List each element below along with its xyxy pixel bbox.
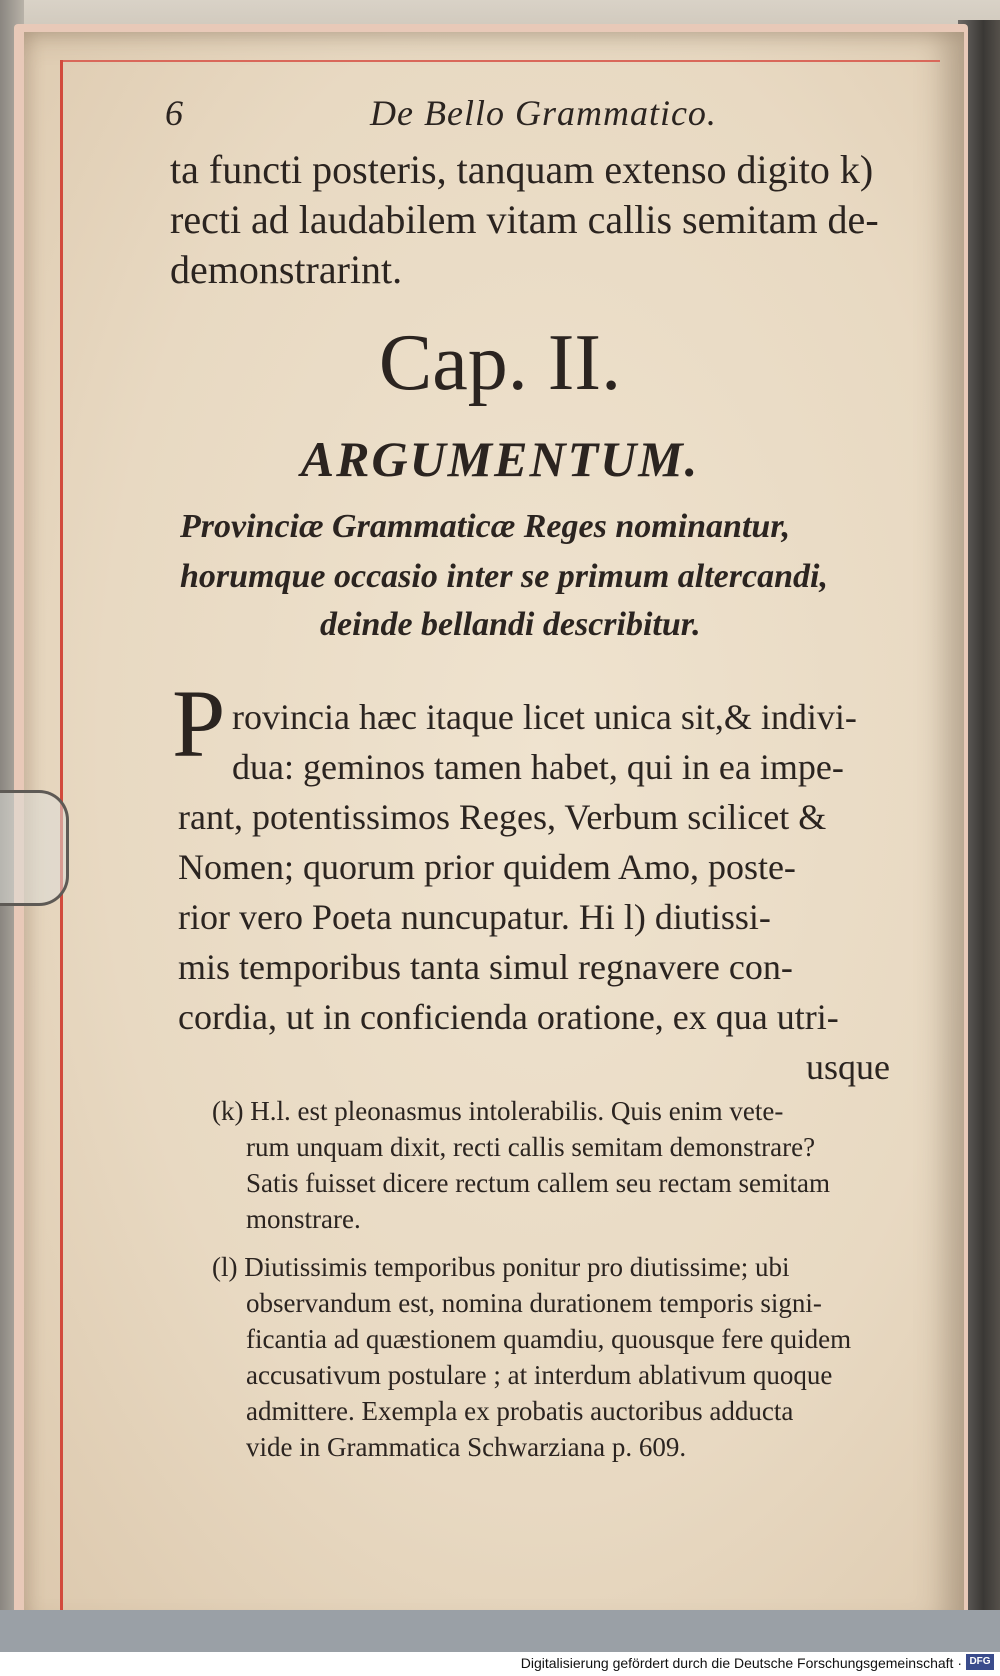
main-text-line: dua: geminos tamen habet, qui in ea impe- — [232, 747, 844, 787]
footnote-l-line: ficantia ad quæstionem quamdiu, quousque fere quidem — [246, 1324, 852, 1354]
footnote-l-line: (l) Diutissimis temporibus ponitur pro diutissime; ubi — [212, 1252, 790, 1282]
dfg-logo: DFG — [966, 1654, 994, 1670]
footnote-k-line: monstrare. — [246, 1204, 361, 1234]
main-text-line: Nomen; quorum prior quidem Amo, poste- — [178, 847, 796, 887]
main-text-line: rant, potentissimos Reges, Verbum scilicet & — [178, 797, 827, 837]
footnote-k-line: Satis fuisset dicere rectum callem seu rectam semitam — [246, 1168, 831, 1198]
catchword: usque — [806, 1047, 890, 1087]
footnote-k-line: (k) H.l. est pleonasmus intolerabilis. Quis enim vete- — [212, 1096, 784, 1126]
running-title: De Bello Grammatico. — [370, 93, 717, 133]
footnote-l-line: vide in Grammatica Schwarziana p. 609. — [246, 1432, 687, 1462]
summary-line: deinde bellandi describitur. — [320, 606, 701, 643]
intro-line: recti ad laudabilem vitam callis semitam de- — [170, 197, 879, 242]
summary-line: horumque occasio inter se primum altercandi, — [180, 558, 828, 595]
footnote-k-line: rum unquam dixit, recti callis semitam demonstrare? — [246, 1132, 816, 1162]
footnote-l-line: observandum est, nomina durationem temporis signi- — [246, 1288, 822, 1318]
summary-line: Provinciæ Grammaticæ Reges nominantur, — [180, 508, 791, 545]
main-text-line: cordia, ut in conficienda oratione, ex qua utri- — [178, 997, 839, 1037]
main-text-line: rovincia hæc itaque licet unica sit,& indivi- — [232, 697, 857, 737]
page-number: 6 — [165, 93, 183, 133]
chapter-title: Cap. II. — [378, 319, 622, 407]
main-text-line: mis temporibus tanta simul regnavere con- — [178, 947, 793, 987]
footnote-l-line: accusativum postulare ; at interdum ablativum quoque — [246, 1360, 833, 1390]
red-rule-top — [60, 60, 940, 62]
bookmark-ribbon — [0, 790, 69, 906]
intro-line: demonstrarint. — [170, 247, 403, 292]
drop-cap: P — [172, 670, 226, 777]
argumentum-heading: ARGUMENTUM. — [300, 431, 700, 487]
digitization-credit: Digitalisierung gefördert durch die Deutsche Forschungsgemeinschaft · — [520, 1655, 962, 1671]
intro-line: ta functi posteris, tanquam extenso digito k) — [170, 147, 874, 192]
footnote-l-line: admittere. Exempla ex probatis auctoribus adducta — [246, 1396, 794, 1426]
page-header — [165, 92, 885, 142]
main-text-line: rior vero Poeta nuncupatur. Hi l) diutissi- — [178, 897, 771, 937]
